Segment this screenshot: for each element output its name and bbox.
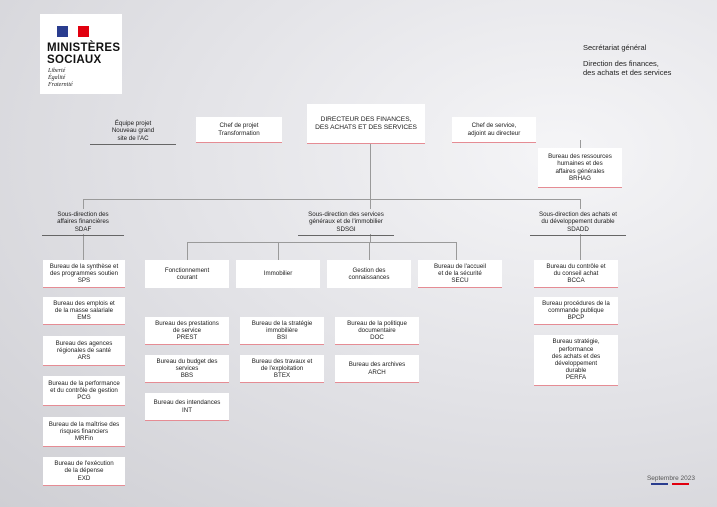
connector — [369, 242, 370, 260]
bureau-ems: Bureau des emplois et de la masse salariale EMS — [43, 297, 125, 325]
motto: Liberté Égalité Fraternité — [48, 68, 73, 88]
bureau-ars: Bureau des agences régionales de santé ARS — [43, 336, 125, 366]
header-info — [583, 43, 671, 84]
sdadd-header: Sous-direction des achats et du développement durable SDADD — [530, 209, 626, 236]
connector — [278, 242, 279, 260]
footer-flag-bar — [651, 483, 689, 485]
chef-service-box: Chef de service, adjoint au directeur — [452, 117, 536, 143]
bureau-prest: Bureau des prestations de service PREST — [145, 317, 229, 345]
sdsgi-header: Sous-direction des services généraux et de l'immobilier SDSGI — [298, 209, 394, 236]
connector — [580, 199, 581, 209]
group-fonctionnement: Fonctionnement courant — [145, 260, 229, 288]
date-label: Septembre 2023 — [646, 475, 695, 482]
bureau-arch: Bureau des archives ARCH — [335, 355, 419, 383]
connector — [580, 234, 581, 260]
brhag-box: Bureau des ressources humaines et des affaires générales BRHAG — [538, 148, 622, 188]
bureau-exd: Bureau de l'exécution de la dépense EXD — [43, 457, 125, 486]
connector — [83, 199, 581, 200]
equipe-projet-box: Équipe projet Nouveau grand site de l'AC — [90, 118, 176, 145]
bureau-perfa: Bureau stratégie, performance des achats et des développement durable PERFA — [534, 335, 618, 386]
bureau-pcg: Bureau de la performance et du contrôle de gestion PCG — [43, 376, 125, 406]
bureau-bbs: Bureau du budget des services BBS — [145, 355, 229, 383]
ministry-logo — [40, 14, 122, 94]
bureau-secu: Bureau de l'accueil et de la sécurité SECU — [418, 260, 502, 288]
bureau-sps: Bureau de la synthèse et des programmes soutien SPS — [43, 260, 125, 288]
bureau-int: Bureau des intendances INT — [145, 393, 229, 421]
ministry-name: MINISTÈRES SOCIAUX — [47, 42, 121, 66]
bureau-btex: Bureau des travaux et de l'exploitation BTEX — [240, 355, 324, 383]
bureau-doc: Bureau de la politique documentaire DOC — [335, 317, 419, 345]
group-immobilier: Immobilier — [236, 260, 320, 288]
connector — [580, 140, 581, 148]
bureau-bcca: Bureau du contrôle et du conseil achat BCCA — [534, 260, 618, 288]
secretariat-label: Secrétariat général — [583, 43, 647, 52]
direction-label: Direction des finances, des achats et des services — [583, 59, 672, 77]
connector — [456, 242, 457, 260]
group-gestion: Gestion des connaissances — [327, 260, 411, 288]
bureau-bpcp: Bureau procédures de la commande publique BPCP — [534, 297, 618, 325]
connector — [83, 234, 84, 260]
french-flag-icon — [57, 26, 89, 37]
connector — [83, 199, 84, 209]
chef-projet-box: Chef de projet Transformation — [196, 117, 282, 143]
bureau-bsi: Bureau de la stratégie immobilière BSI — [240, 317, 324, 345]
bureau-mrfin: Bureau de la maîtrise des risques financiers MRFin — [43, 417, 125, 447]
connector — [187, 242, 188, 260]
sdaf-header: Sous-direction des affaires financières SDAF — [42, 209, 124, 236]
connector — [187, 242, 456, 243]
directeur-box: DIRECTEUR DES FINANCES, DES ACHATS ET DES SERVICES — [307, 104, 425, 144]
